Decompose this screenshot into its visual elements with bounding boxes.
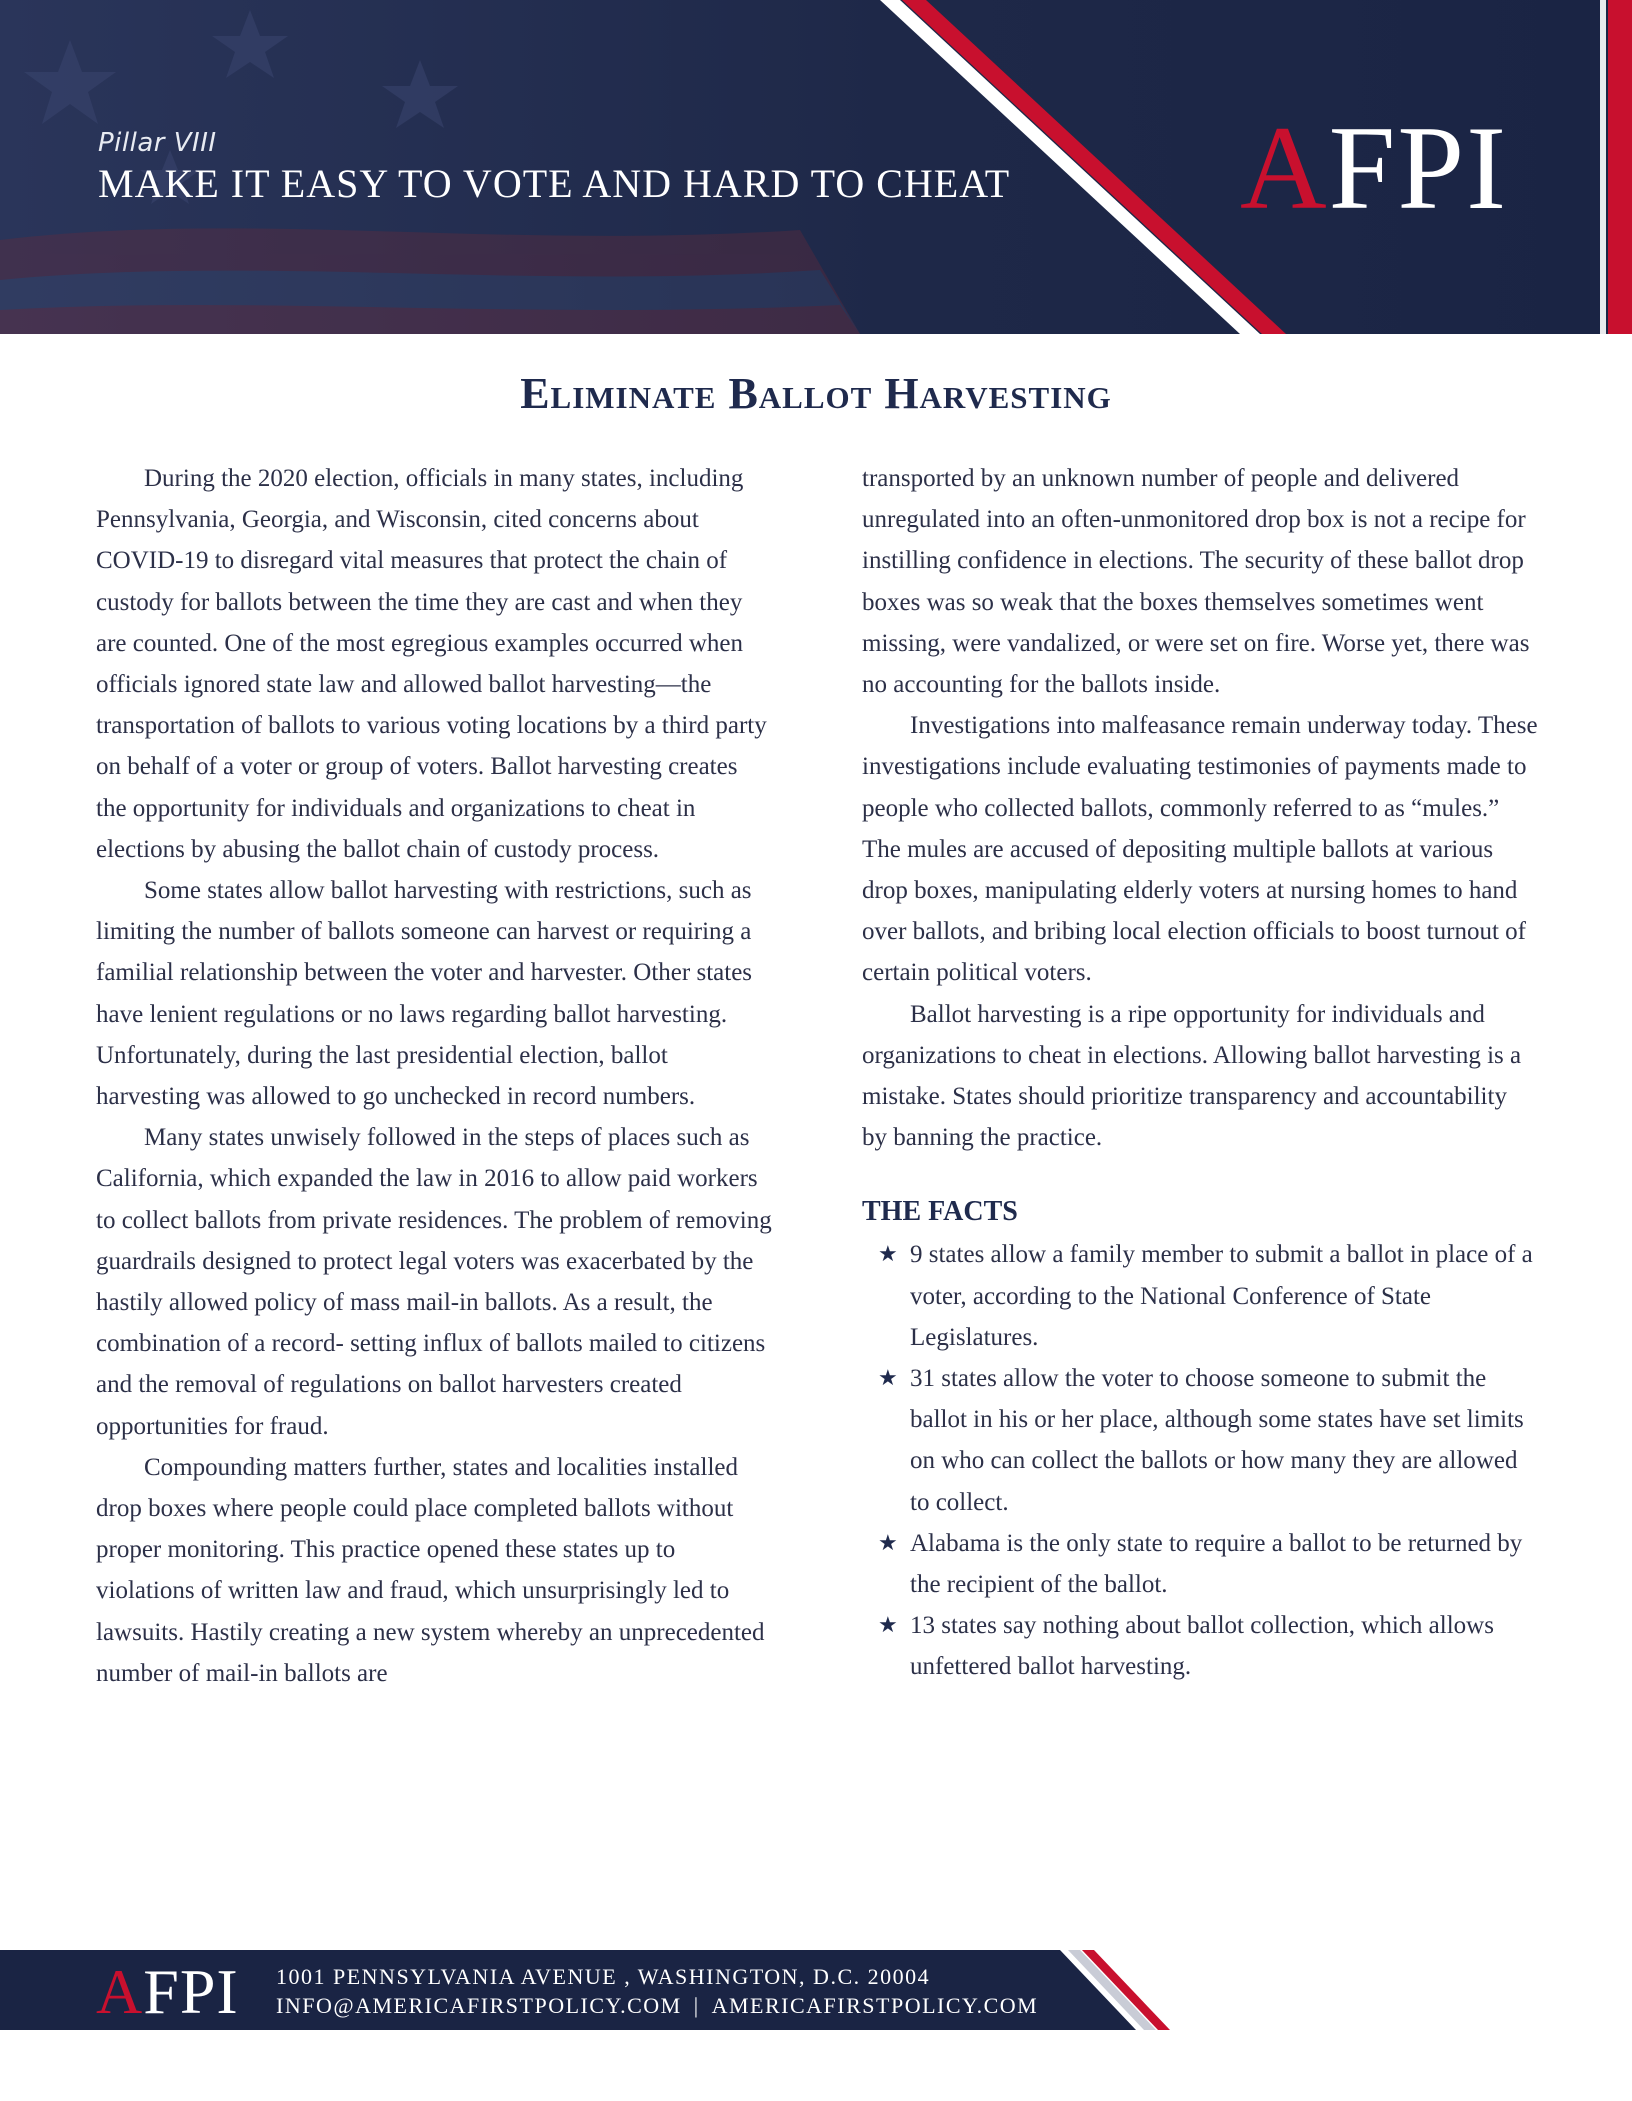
footer-separator: | [693, 1993, 700, 2018]
star-icon: ★ [878, 1242, 898, 1268]
fact-item [862, 1605, 1538, 1687]
paragraph: Ballot harvesting is a ripe opportunity for individuals and organizations to cheat in elections. Allowing ballot harvesting is a mistake. States should prioritize transparency and accountability by banning the practice. [862, 1000, 1522, 1152]
star-icon: ★ [878, 1530, 898, 1556]
fact-item [862, 1234, 1538, 1358]
banner-title: MAKE IT EASY TO VOTE AND HARD TO CHEAT [98, 161, 1011, 206]
footer-links [276, 1991, 1038, 2020]
footer-email-link[interactable]: INFO@AMERICAFIRSTPOLICY.COM [276, 1993, 682, 2018]
right-column [862, 458, 1538, 1688]
fact-item [862, 1523, 1538, 1605]
footer-afpi-logo [96, 1956, 239, 2027]
fact-text: 13 states say nothing about ballot collection, which allows unfettered ballot harvesting. [910, 1612, 1494, 1681]
fact-text: Alabama is the only state to require a ballot to be returned by the recipient of the ballot. [910, 1529, 1523, 1599]
star-icon: ★ [878, 1366, 898, 1392]
footer-bar [0, 1950, 1632, 2030]
logo-letters-fpi: FPI [1328, 101, 1509, 234]
facts-list [862, 1234, 1538, 1687]
header-banner [0, 0, 1632, 334]
logo-letter-a: A [96, 1956, 144, 2027]
afpi-logo [1240, 101, 1509, 234]
footer-website-link[interactable]: AMERICAFIRSTPOLICY.COM [711, 1993, 1039, 2018]
paragraph: Investigations into malfeasance remain underway today. These investigations include evaluating testimonies of payments made to people who collected ballots, commonly referred to as “mules.” The mules are accused of depositing multiple ballots at various drop boxes, manipulating elderly voters at nursing homes to hand over ballots, and bribing local election officials to boost turnout of certain political voters. [862, 712, 1538, 987]
paragraph: Many states unwisely followed in the steps of places such as California, which expanded the law in 2016 to allow paid workers to collect ballots from private residences. The problem of removing guardrails designed to protect legal voters was exacerbated by the hastily allowed policy of mass mail-in ballots. As a result, the combination of a record- setting influx of ballots mailed to citizens and the removal of regulations on ballot harvesters created opportunities for fraud. [96, 1124, 772, 1440]
fact-text: 9 states allow a family member to submit a ballot in place of a voter, according to the National Conference of State Legislatures. [910, 1241, 1533, 1351]
star-icon: ★ [878, 1613, 898, 1639]
logo-letters-fpi: FPI [143, 1956, 239, 2027]
fact-text: 31 states allow the voter to choose someone to submit the ballot in his or her place, although some states have set limits on who can collect the ballots or how many they are allowed to collect. [910, 1365, 1524, 1516]
footer-contact [276, 1962, 1038, 2020]
fact-item [862, 1358, 1538, 1523]
paragraph: During the 2020 election, officials in many states, including Pennsylvania, Georgia, and Wisconsin, cited concerns about COVID-19 to disregard vital measures that protect the chain of custody for ballots between the time they are cast and when they are counted. One of the most egregious examples occurred when officials ignored state law and allowed ballot harvesting—the transportation of ballots to various voting locations by a third party on behalf of a voter or group of voters. Ballot harvesting creates the opportunity for individuals and organizations to cheat in elections by abusing the ballot chain of custody process. [96, 465, 767, 863]
paragraph: transported by an unknown number of people and delivered unregulated into an often-unmonitored drop box is not a recipe for instilling confidence in elections. The security of these ballot drop boxes was so weak that the boxes themselves sometimes went missing, were vandalized, or were set on fire. Worse yet, there was no accounting for the ballots inside. [862, 465, 1530, 699]
pillar-label: Pillar VIII [98, 128, 217, 158]
left-column [96, 458, 772, 1694]
footer-address: 1001 PENNSYLVANIA AVENUE , WASHINGTON, D.C. 20004 [276, 1964, 931, 1989]
facts-heading: THE FACTS [862, 1196, 1018, 1228]
logo-letter-a: A [1240, 101, 1329, 234]
paragraph: Compounding matters further, states and localities installed drop boxes where people could place completed ballots without proper monitoring. This practice opened these states up to violations of written law and fraud, which unsurprisingly led to lawsuits. Hastily creating a new system whereby an unprecedented number of mail-in ballots are [96, 1453, 765, 1687]
paragraph: Some states allow ballot harvesting with restrictions, such as limiting the number of ballots someone can harvest or requiring a familial relationship between the voter and harvester. Other states have lenient regulations or no laws regarding ballot harvesting. Unfortunately, during the last presidential election, ballot harvesting was allowed to go unchecked in record numbers. [96, 877, 753, 1111]
document-title: Eliminate Ballot Harvesting [520, 369, 1112, 418]
